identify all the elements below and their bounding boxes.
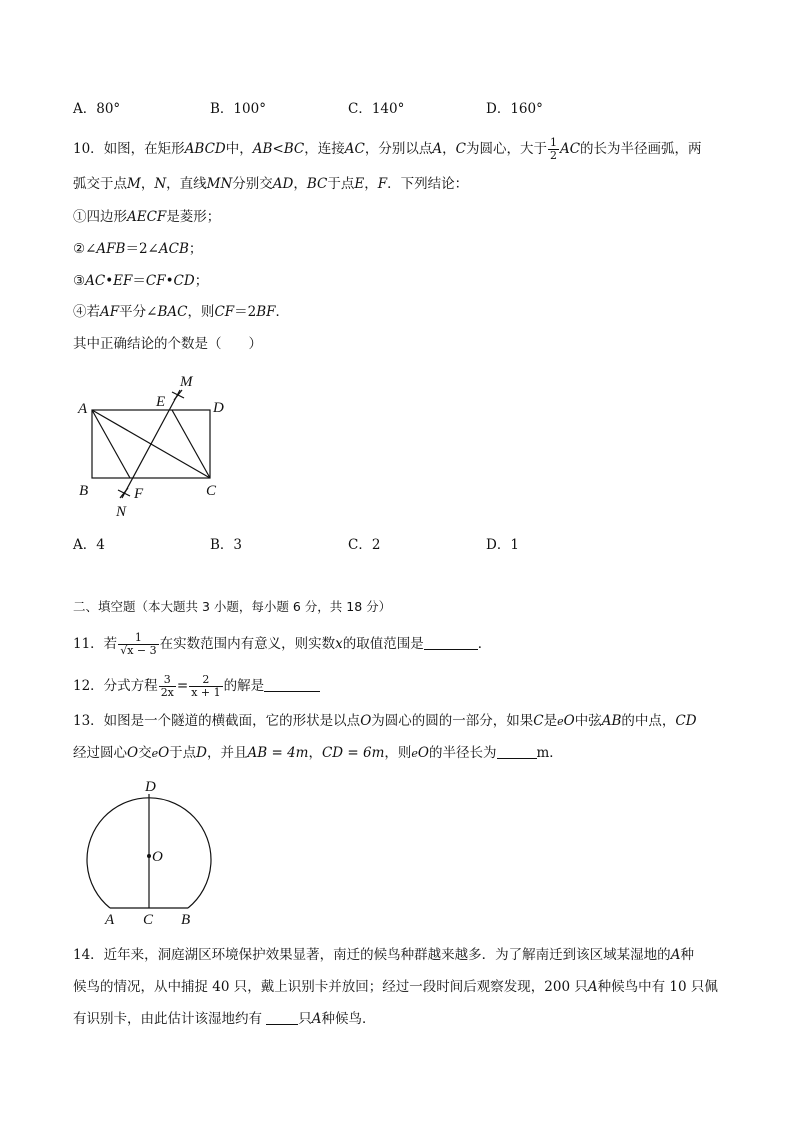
q9-option-b: B．100° — [210, 101, 266, 117]
center-point-o — [147, 854, 151, 858]
q9-option-a: A．80° — [73, 101, 121, 117]
arc-mark-n2 — [120, 488, 128, 498]
q10-conclusion-3: ③AC•EF＝CF•CD； — [73, 273, 209, 289]
label-b: B — [181, 912, 191, 928]
q12-answer-blank[interactable] — [264, 677, 320, 692]
label-a: A — [78, 401, 88, 417]
q10-option-d: D．1 — [486, 537, 519, 553]
q14-line-1: 14．近年来，洞庭湖区环境保护效果显著，南迁的候鸟种群越来越多．为了解南迁到该区域某湿地的A种 — [73, 947, 694, 963]
q13-line-2: 经过圆心O交eO于点D，并且AB = 4m，CD = 6m，则eO的半径长为 m． — [73, 745, 563, 761]
q10-option-b: B．3 — [210, 537, 243, 553]
q14-line-3: 有识别卡，由此估计该湿地约有 只A种候鸟． — [73, 1011, 376, 1027]
q10-conclusion-2: ②∠AFB＝2∠ACB； — [73, 241, 203, 257]
label-a: A — [105, 912, 115, 928]
tunnel-figure — [80, 776, 220, 928]
q10-conclusion-4: ④若AF平分∠BAC，则CF＝2BF． — [73, 304, 290, 320]
section-2-title: 二、填空题（本大题共 3 小题，每小题 6 分，共 18 分） — [73, 599, 392, 614]
arc-mark-m2 — [174, 390, 182, 400]
q11-answer-blank[interactable] — [424, 635, 478, 650]
q12: 12．分式方程 $\frac{3}{2x}$ = $\frac{2}{x + 1}$ 的解是 — [73, 674, 320, 699]
q13-line-1: 13．如图是一个隧道的横截面，它的形状是以点O为圆心的圆的一部分，如果C是eO中弦AB的中点，CD — [73, 713, 697, 729]
q12-lhs-fraction: $\frac{3}{2x}$ — [160, 673, 174, 699]
q10-conclusion-1: ①四边形AECF是菱形； — [73, 209, 221, 225]
half-fraction: $\frac{1}{2}$ — [549, 136, 557, 162]
label-d: D — [213, 400, 224, 416]
q11: 11．若 $\frac{1}{√x - 3}$ 在实数范围内有意义，则实数x的取值范围是 ． — [73, 631, 492, 657]
label-e: E — [156, 394, 166, 410]
label-f: F — [134, 486, 144, 502]
label-m: M — [180, 374, 193, 390]
q10-option-c: C．2 — [348, 537, 381, 553]
label-o: O — [152, 849, 163, 865]
q13-answer-blank[interactable] — [497, 744, 537, 759]
label-c: C — [143, 912, 154, 928]
line-mn — [122, 390, 180, 498]
q10-option-a: A．4 — [73, 537, 105, 553]
q14-line-2: 候鸟的情况，从中捕捉 40 只，戴上识别卡并放回；经过一段时间后观察发现，200 只A种候鸟中有 10 只佩 — [73, 979, 718, 995]
label-n: N — [116, 504, 127, 520]
segment-af — [92, 410, 130, 478]
q12-rhs-fraction: $\frac{2}{x + 1}$ — [191, 673, 221, 699]
label-c: C — [206, 483, 217, 499]
segment-ec — [172, 410, 210, 478]
q10-question: 其中正确结论的个数是（ ） — [73, 336, 262, 352]
q14-answer-blank[interactable] — [266, 1010, 298, 1025]
q9-option-d: D．160° — [486, 101, 543, 117]
q11-fraction: $\frac{1}{√x - 3}$ — [120, 631, 157, 657]
rectangle-figure — [70, 368, 240, 523]
q10-line-1: 10．如图，在矩形ABCD中，AB<BC，连接AC，分别以点A，C为圆心，大于 $\frac{1}{2}$ AC的长为半径画弧，两 — [73, 136, 702, 162]
q9-option-c: C．140° — [348, 101, 405, 117]
label-d: D — [145, 779, 156, 795]
q10-line-2: 弧交于点M，N，直线MN分别交AD，BC于点E，F．下列结论： — [73, 176, 469, 192]
label-b: B — [79, 483, 89, 499]
